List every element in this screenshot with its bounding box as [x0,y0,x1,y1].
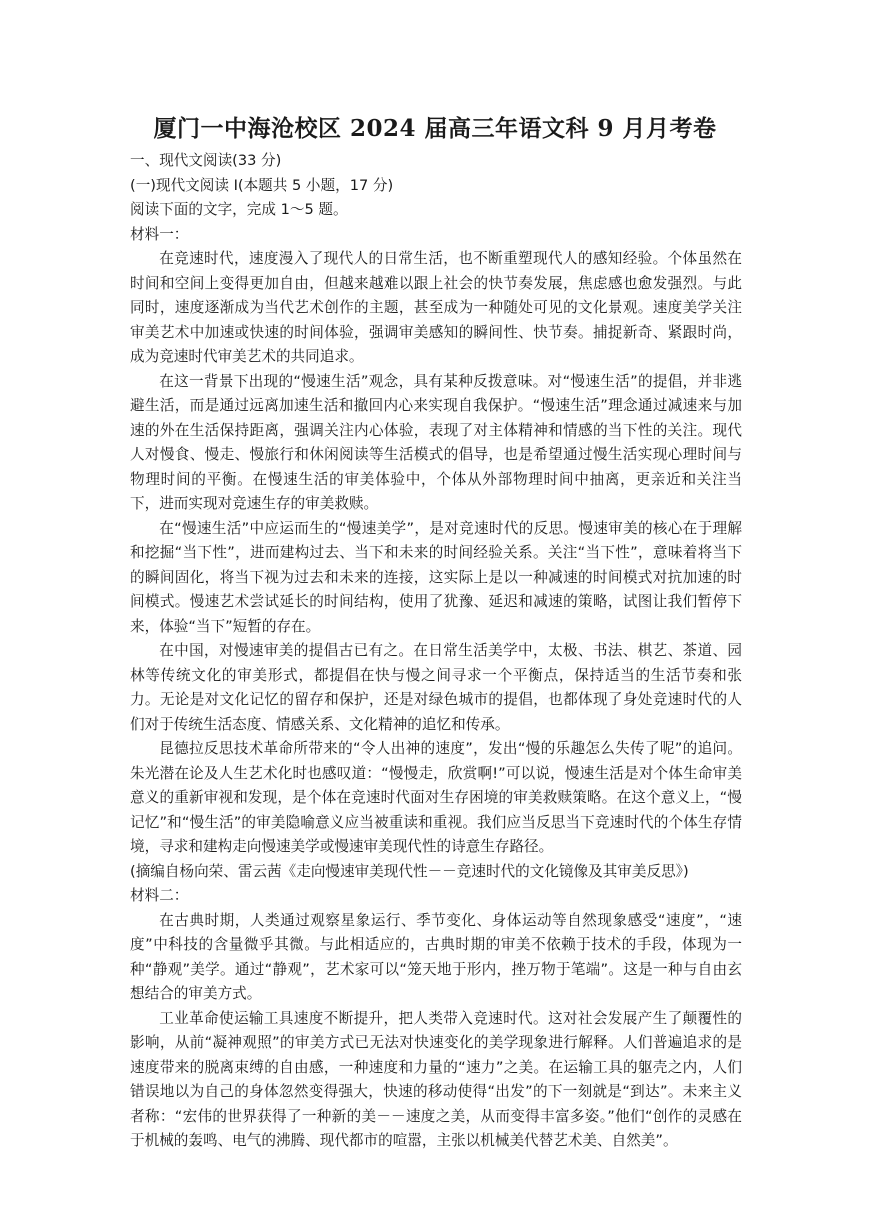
exam-body [130,149,742,1154]
material-two-paragraph-1: 在古典时期，人类通过观察星象运行、季节变化、身体运动等自然现象感受“速度”，“速度”中科技的含量微乎其微。与此相适应的，古典时期的审美不依赖于技术的手段，体现为一种“静观”美学。通过“静观”，艺术家可以“笼天地于形内，挫万物于笔端”。这是一种与自由玄想结合的审美方式。 [130,911,742,1002]
material-two-paragraph-2: 工业革命使运输工具速度不断提升，把人类带入竞速时代。这对社会发展产生了颠覆性的影响，从前“凝神观照”的审美方式已无法对快速变化的美学现象进行解释。人们普遍追求的是速度带来的脱离束缚的自由感，一种速度和力量的“速力”之美。在运输工具的躯壳之内，人们错误地以为自己的身体忽然变得强大，快速的移动使得“出发”的下一刻就是“到达”。未来主义者称：“宏伟的世界获得了一种新的美－－速度之美，从而变得丰富多姿。”他们“创作的灵感在于机械的轰鸣、电气的沸腾、现代都市的喧嚣，主张以机械美代替艺术美、自然美”。 [130,1009,742,1149]
section-heading: 一、现代文阅读(33 分) [130,152,282,169]
material-one-label: 材料一： [130,225,189,243]
material-one-paragraph-5: 昆德拉反思技术革命所带来的“令人出神的速度”，发出“慢的乐趣怎么失传了呢”的追问。朱光潜在论及人生艺术化时也感叹道：“慢慢走，欣赏啊!”可以说，慢速生活是对个体生命审美意义的重新审视和发现，是个体在竞速时代面对生存困境的审美救赎策略。在这个意义上，“慢记忆”和“慢生活”的审美隐喻意义应当被重读和重视。我们应当反思当下竞速时代的个体生存情境，寻求和建构走向慢速美学或慢速审美现代性的诗意生存路径。 [130,740,742,855]
exam-title: 厦门一中海沧校区 2024 届高三年语文科 9 月月考卷 [153,115,717,142]
material-one-source: (摘编自杨向荣、雷云茜《走向慢速审美现代性－－竞速时代的文化镜像及其审美反思》) [130,862,689,880]
material-one-paragraph-4: 在中国，对慢速审美的提倡古已有之。在日常生活美学中，太极、书法、棋艺、茶道、园林等传统文化的审美形式，都提倡在快与慢之间寻求一个平衡点，保持适当的生活节奏和张力。无论是对文化记忆的留存和保护，还是对绿色城市的提倡，也都体现了身处竞速时代的人们对于传统生活态度、情感关系、文化精神的追忆和传承。 [130,642,742,733]
reading-instruction: 阅读下面的文字，完成 1～5 题。 [130,201,348,218]
subsection-heading: (一)现代文阅读 I(本题共 5 小题，17 分) [130,176,394,194]
material-one-paragraph-3: 在“慢速生活”中应运而生的“慢速美学”，是对竞速时代的反思。慢速审美的核心在于理解和挖掘“当下性”，进而建构过去、当下和未来的时间经验关系。关注“当下性”，意味着将当下的瞬间固化，将当下视为过去和未来的连接，这实际上是以一种减速的时间模式对抗加速的时间模式。慢速艺术尝试延长的时间结构，使用了犹豫、延迟和减速的策略，试图让我们暂停下来，体验“当下”短暂的存在。 [130,519,742,635]
material-two-label: 材料二： [130,887,189,904]
material-one-paragraph-2: 在这一背景下出现的“慢速生活”观念，具有某种反拨意味。对“慢速生活”的提倡，并非逃避生活，而是通过远离加速生活和撤回内心来实现自我保护。“慢速生活”理念通过减速来与加速的外在生活保持距离，强调关注内心体验，表现了对主体精神和情感的当下性的关注。现代人对慢食、慢走、慢旅行和休闲阅读等生活模式的倡导，也是希望通过慢生活实现心理时间与物理时间的平衡。在慢速生活的审美体验中，个体从外部物理时间中抽离，更亲近和关注当下，进而实现对竞速生存的审美救赎。 [130,372,742,512]
material-one-paragraph-1: 在竞速时代，速度漫入了现代人的日常生活，也不断重塑现代人的感知经验。个体虽然在时间和空间上变得更加自由，但越来越难以跟上社会的快节奏发展，焦虑感也愈发强烈。与此同时，速度逐渐成为当代艺术创作的主题，甚至成为一种随处可见的文化景观。速度美学关注审美艺术中加速或快速的时间体验，强调审美感知的瞬间性、快节奏。捕捉新奇、紧跟时尚，成为竞速时代审美艺术的共同追求。 [130,250,742,365]
